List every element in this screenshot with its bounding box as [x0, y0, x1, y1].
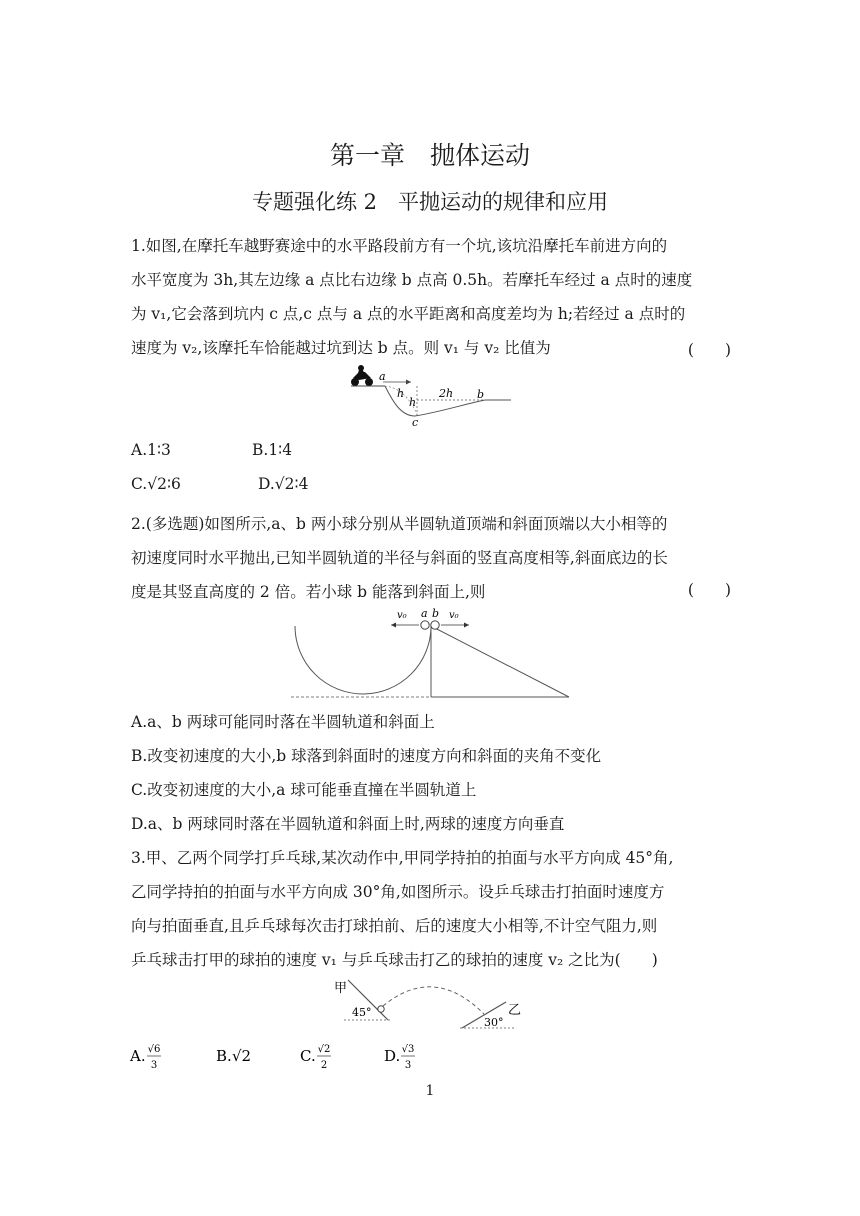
label-a: a [379, 370, 386, 383]
label-yi: 乙 [508, 1003, 522, 1018]
page-number: 1 [425, 1083, 435, 1099]
fraction-numerator: √3 [401, 1044, 415, 1055]
q3-line: 乙同学持拍的拍面与水平方向成 30°角,如图所示。设乒乓球击打拍面时速度方 [131, 883, 665, 901]
q1-line: 1.如图,在摩托车越野赛途中的水平路段前方有一个坑,该坑沿摩托车前进方向的 [131, 237, 668, 255]
fraction-denominator: 3 [404, 1060, 412, 1071]
label-ball-a: a [421, 607, 428, 620]
q1-motorcycle-pit-figure [345, 362, 515, 430]
svg-text:A.: A. [130, 1047, 146, 1065]
section-title: 专题强化练 2 平抛运动的规律和应用 [251, 190, 609, 214]
label-ball-b: b [432, 607, 440, 620]
chapter-title: 第一章 抛体运动 [329, 141, 530, 170]
svg-text:D.: D. [384, 1047, 401, 1065]
q3-line: 向与拍面垂直,且乒乓球每次击打球拍前、后的速度大小相等,不计空气阻力,则 [131, 917, 658, 935]
q2-line: 2.(多选题)如图所示,a、b 两小球分别从半圆轨道顶端和斜面顶端以大小相等的 [131, 515, 668, 533]
label-jia: 甲 [334, 981, 348, 996]
q2-line: 初速度同时水平抛出,已知半圆轨道的半径与斜面的竖直高度相等,斜面底边的长 [131, 549, 668, 567]
q3-option-c [300, 1044, 331, 1071]
fraction-numerator: √6 [147, 1044, 161, 1055]
label-angle-30: 30° [484, 1016, 504, 1029]
fraction-numerator: √2 [317, 1044, 331, 1055]
label-v0-right: v₀ [449, 610, 459, 621]
svg-text:B.: B. [216, 1047, 232, 1065]
answer-paren: ( ) [687, 581, 731, 599]
svg-text:√2: √2 [232, 1047, 252, 1065]
q3-option-b [216, 1047, 251, 1065]
label-h-2: h [409, 396, 417, 409]
motorcycle-icon [351, 365, 373, 386]
label-angle-45: 45° [352, 1006, 372, 1019]
q3-option-a [129, 1044, 161, 1071]
label-c: c [412, 416, 419, 429]
fraction-denominator: 2 [320, 1060, 328, 1071]
question-1-stem [131, 229, 731, 365]
q2-option-d: D.a、b 两球同时落在半圆轨道和斜面上时,两球的速度方向垂直 [131, 815, 565, 833]
answer-paren: ( ) [687, 341, 731, 359]
q2-option-c: C.改变初速度的大小,a 球可能垂直撞在半圆轨道上 [131, 781, 477, 799]
q2-line: 度是其竖直高度的 2 倍。若小球 b 能落到斜面上,则 [131, 583, 486, 601]
ping-pong-ball [378, 1006, 384, 1012]
q3-table-tennis-figure [334, 976, 526, 1032]
q3-line: 乒乓球击打甲的球拍的速度 v₁ 与乒乓球击打乙的球拍的速度 v₂ 之比为( ) [131, 951, 658, 969]
label-v0-left: v₀ [397, 610, 407, 621]
q1-option-d: D.√2∶4 [258, 475, 309, 493]
question-3-stem [131, 841, 731, 977]
svg-text:C.: C. [300, 1047, 316, 1065]
fraction-denominator: 3 [150, 1060, 158, 1071]
q3-option-d [384, 1044, 415, 1071]
q2-semicircle-incline-figure [285, 604, 575, 700]
ball-a [421, 621, 429, 629]
label-h-1: h [397, 387, 405, 400]
ball-b [431, 621, 439, 629]
q2-option-b: B.改变初速度的大小,b 球落到斜面时的速度方向和斜面的夹角不变化 [131, 747, 602, 765]
q1-line: 速度为 v₂,该摩托车恰能越过坑到达 b 点。则 v₁ 与 v₂ 比值为 [131, 339, 551, 357]
q2-option-a: A.a、b 两球可能同时落在半圆轨道和斜面上 [131, 713, 435, 731]
q3-line: 3.甲、乙两个同学打乒乓球,某次动作中,甲同学持拍的拍面与水平方向成 45°角, [131, 849, 674, 867]
q1-option-b: B.1∶4 [252, 441, 293, 459]
question-2-stem [131, 507, 731, 609]
q1-line: 水平宽度为 3h,其左边缘 a 点比右边缘 b 点高 0.5h。若摩托车经过 a 点时的速度 [131, 271, 693, 289]
label-2h: 2h [439, 387, 454, 400]
q1-option-c: C.√2∶6 [131, 475, 181, 493]
q3-options [128, 1038, 428, 1074]
q1-line: 为 v₁,它会落到坑内 c 点,c 点与 a 点的水平距离和高度差均为 h;若经过 a 点时的 [131, 305, 686, 323]
label-b: b [477, 388, 485, 401]
q1-option-a: A.1∶3 [131, 441, 171, 459]
